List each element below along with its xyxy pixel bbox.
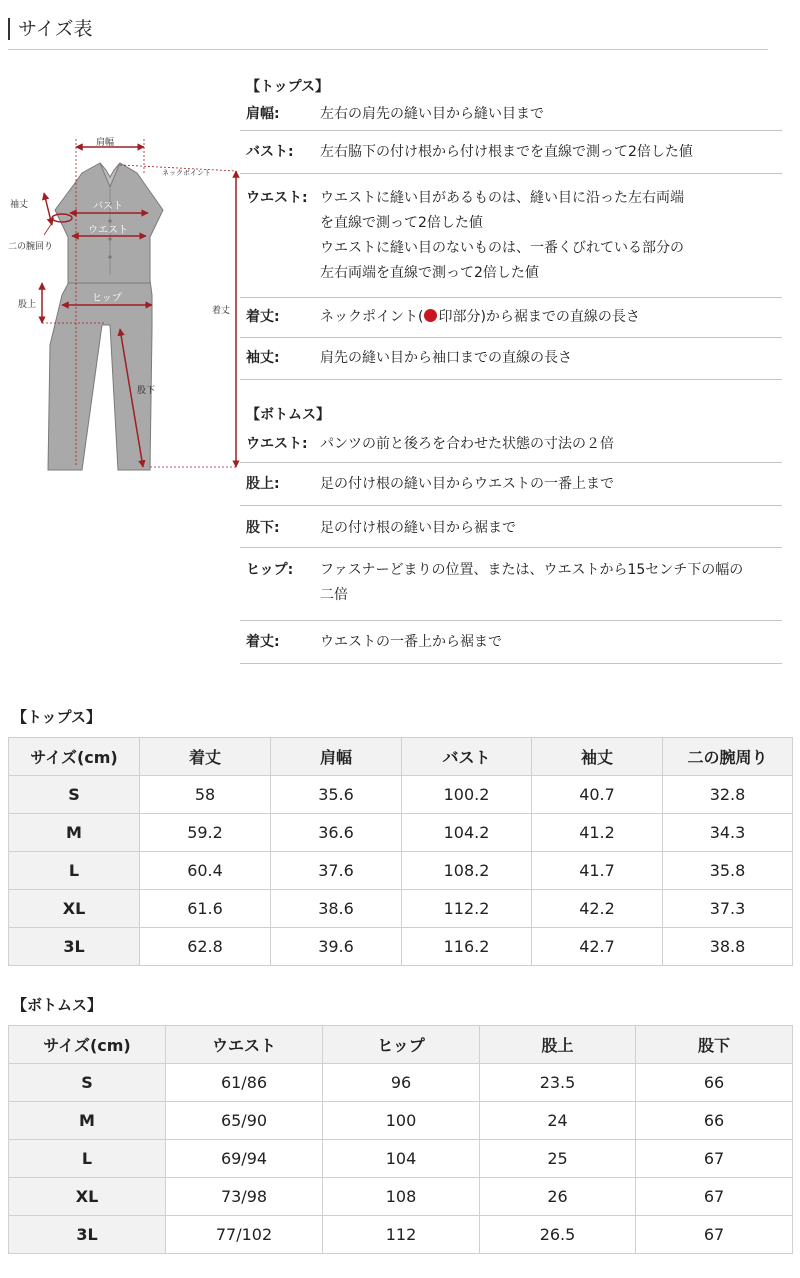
table-row: M 59.2 36.6 104.2 41.2 34.3 [9, 814, 793, 852]
neck-point-dot-icon [424, 309, 437, 322]
def-row-bust: バスト: 左右脇下の付け根から付け根までを直線で測って2倍した値 [240, 131, 782, 174]
def-row-sodetake: 袖丈: 肩先の縫い目から袖口までの直線の長さ [240, 338, 782, 380]
label-ninoude: 二の腕回り [8, 242, 54, 252]
page-title-text: サイズ表 [18, 18, 93, 40]
table-row: 3L 62.8 39.6 116.2 42.7 38.8 [9, 928, 793, 966]
label-kitake: 着丈 [212, 306, 231, 316]
measurement-definitions [240, 72, 782, 664]
label-neck-point: ネックポイント [162, 169, 211, 177]
label-matagami: 股上 [18, 300, 37, 310]
def-row-waist: ウエスト: ウエストに縫い目があるものは、縫い目に沿った左右両端 を直線で測って2倍した値 ウエストに縫い目のないものは、一番くびれている部分の 左右両端を直線で測って2倍した値 [240, 174, 782, 298]
tops-size-table [8, 737, 793, 966]
label-matashita: 股下 [137, 386, 156, 396]
pants-shape [48, 280, 152, 470]
measurement-diagram [0, 125, 248, 480]
def-row-kitake: 着丈: ネックポイント( 印部分)から裾までの直線の長さ [240, 298, 782, 338]
tops-header-row: サイズ(cm) 着丈 肩幅 バスト 袖丈 二の腕周り [9, 738, 793, 776]
bottoms-header-row: サイズ(cm) ウエスト ヒップ 股上 股下 [9, 1026, 793, 1064]
bottoms-definitions-heading: 【ボトムス】 [246, 407, 330, 423]
def-row-bottoms-waist: ウエスト: パンツの前と後ろを合わせた状態の寸法の２倍 [240, 430, 782, 463]
table-row: S 58 35.6 100.2 40.7 32.8 [9, 776, 793, 814]
def-row-hip: ヒップ: ファスナーどまりの位置、または、ウエストから15センチ下の幅の 二倍 [240, 548, 782, 621]
table-row: 3L 77/102 112 26.5 67 [9, 1216, 793, 1254]
def-row-katahaba: 肩幅: 左右の肩先の縫い目から縫い目まで [240, 102, 782, 131]
table-row: XL 73/98 108 26 67 [9, 1178, 793, 1216]
bottoms-size-table [8, 1025, 793, 1254]
table-row: S 61/86 96 23.5 66 [9, 1064, 793, 1102]
def-row-bottoms-kitake: 着丈: ウエストの一番上から裾まで [240, 621, 782, 664]
label-sodetake: 袖丈 [10, 200, 29, 210]
table-row: XL 61.6 38.6 112.2 42.2 37.3 [9, 890, 793, 928]
page-title [8, 14, 768, 50]
table-row: L 69/94 104 25 67 [9, 1140, 793, 1178]
title-bar [8, 18, 10, 40]
table-row: L 60.4 37.6 108.2 41.7 35.8 [9, 852, 793, 890]
def-row-matagami: 股上: 足の付け根の縫い目からウエストの一番上まで [240, 463, 782, 506]
label-bust: バスト [93, 201, 123, 212]
label-hip: ヒップ [92, 293, 122, 304]
def-row-matashita: 股下: 足の付け根の縫い目から裾まで [240, 506, 782, 548]
tops-definitions-heading: 【トップス】 [246, 79, 330, 95]
table-row: M 65/90 100 24 66 [9, 1102, 793, 1140]
bottoms-table-heading: 【ボトムス】 [12, 996, 103, 1014]
label-katahaba: 肩幅 [96, 138, 115, 148]
tops-table-heading: 【トップス】 [12, 708, 101, 726]
label-waist: ウエスト [88, 225, 128, 236]
